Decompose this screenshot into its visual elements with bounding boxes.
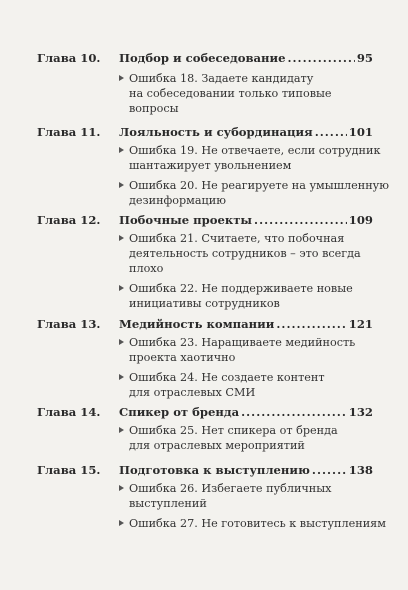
chapter-title: Подготовка к выступлению [119,463,310,477]
error-item [119,71,373,116]
leader-dots [312,463,347,477]
triangle-bullet-icon [119,285,124,291]
error-text-line: на собеседовании только типовые [129,87,332,100]
error-text-line: Ошибка 27. Не готовитесь к выступлениям [129,517,386,530]
error-text-line: деятельность сотрудников – это всегда [129,247,361,260]
chapter-heading [37,213,373,227]
error-item [119,335,373,365]
error-text-line: проекта хаотично [129,351,236,364]
triangle-bullet-icon [119,520,124,526]
triangle-bullet-icon [119,339,124,345]
error-text-line: Ошибка 21. Считаете, что побочная [129,232,345,245]
chapter-title: Лояльность и субординация [119,125,313,139]
chapter-page-number: 138 [348,463,373,477]
triangle-bullet-icon [119,182,124,188]
chapter-label: Глава 15. [37,463,101,477]
chapter-10 [37,51,373,116]
chapter-title: Спикер от бренда [119,405,240,419]
error-text-line: Ошибка 20. Не реагируете на умышленную [129,179,390,192]
error-text-line: выступлений [129,497,207,510]
error-text-line: дезинформацию [129,194,226,207]
chapter-label: Глава 10. [37,51,101,65]
chapter-12 [37,213,373,311]
error-text-line: для отраслевых СМИ [129,386,256,399]
error-text-line: Ошибка 24. Не создаете контент [129,371,325,384]
chapter-14 [37,405,373,453]
chapter-page-number: 101 [348,125,373,139]
chapter-title: Медийность компании [119,317,275,331]
error-item [119,481,373,511]
chapter-label: Глава 12. [37,213,101,227]
error-text-line: вопросы [129,102,179,115]
chapter-15 [37,463,386,531]
triangle-bullet-icon [119,75,124,81]
chapter-heading [37,51,373,65]
error-text-line: Ошибка 18. Задаете кандидату [129,72,314,85]
chapter-page-number: 109 [348,213,373,227]
triangle-bullet-icon [119,374,124,380]
leader-dots [241,405,347,419]
chapter-page-number: 132 [348,405,373,419]
error-item [119,281,373,311]
chapter-title: Подбор и собеседование [119,51,286,65]
leader-dots [287,51,354,65]
error-item [119,178,390,208]
chapter-heading [37,317,373,331]
leader-dots [276,317,346,331]
chapter-heading [37,405,373,419]
chapter-label: Глава 13. [37,317,101,331]
error-item [119,370,373,400]
error-text-line: шантажирует увольнением [129,159,292,172]
triangle-bullet-icon [119,235,124,241]
error-text-line: плохо [129,262,164,275]
error-text-line: для отраслевых мероприятий [129,439,305,452]
chapter-heading [37,125,373,139]
triangle-bullet-icon [119,485,124,491]
error-text-line: инициативы сотрудников [129,297,280,310]
error-text-line: Ошибка 26. Избегаете публичных [129,482,332,495]
triangle-bullet-icon [119,427,124,433]
chapter-page-number: 95 [356,51,373,65]
triangle-bullet-icon [119,147,124,153]
error-item [119,143,381,173]
error-item [119,231,373,276]
chapter-heading [37,463,373,477]
error-text-line: Ошибка 25. Нет спикера от бренда [129,424,338,437]
error-text-line: Ошибка 22. Не поддерживаете новые [129,282,353,295]
chapter-13 [37,317,373,400]
error-item [119,423,373,453]
chapter-11 [37,125,390,208]
chapter-label: Глава 14. [37,405,101,419]
leader-dots [315,125,347,139]
chapter-page-number: 121 [348,317,373,331]
error-text-line: Ошибка 23. Наращиваете медийность [129,336,356,349]
chapter-label: Глава 11. [37,125,101,139]
error-item [119,516,386,531]
error-text-line: Ошибка 19. Не отвечаете, если сотрудник [129,144,381,157]
chapter-title: Побочные проекты [119,213,253,227]
leader-dots [254,213,347,227]
